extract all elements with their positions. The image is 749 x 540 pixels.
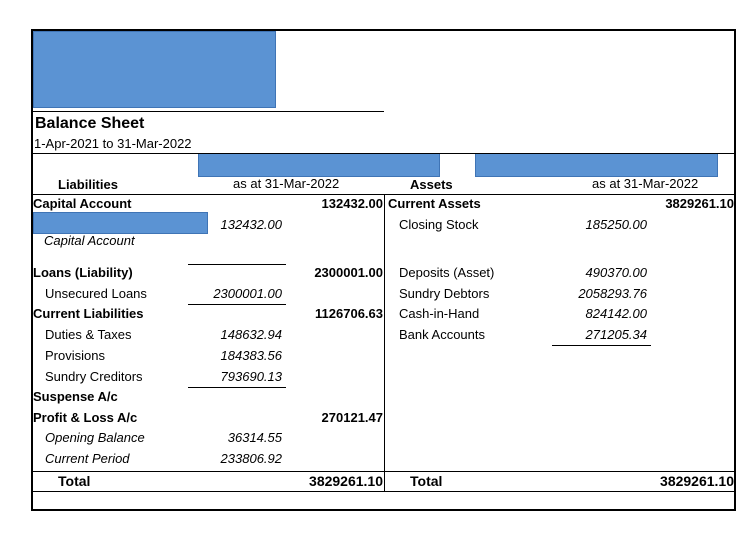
creditors-underline xyxy=(188,387,286,388)
header-top-line xyxy=(33,153,736,154)
cash-in-hand-label: Cash-in-Hand xyxy=(399,306,480,321)
report-period: 1-Apr-2021 to 31-Mar-2022 xyxy=(34,136,192,151)
opening-balance-amount: 36314.55 xyxy=(227,430,282,445)
assets-grand-total: 3829261.10 xyxy=(660,473,734,489)
suspense-label: Suspense A/c xyxy=(33,389,118,404)
closing-stock-amount: 185250.00 xyxy=(585,217,647,232)
sundry-debtors-label: Sundry Debtors xyxy=(399,286,490,301)
bank-accounts-label: Bank Accounts xyxy=(399,327,485,342)
liabilities-header: Liabilities xyxy=(58,177,118,192)
current-period-amount: 233806.92 xyxy=(220,451,282,466)
duties-taxes-amount: 148632.94 xyxy=(220,327,282,342)
sundry-creditors-label: Sundry Creditors xyxy=(45,369,143,384)
current-assets-label: Current Assets xyxy=(388,196,481,211)
opening-balance-label: Opening Balance xyxy=(45,430,145,445)
liabilities-grand-total: 3829261.10 xyxy=(309,473,383,489)
cash-in-hand-amount: 824142.00 xyxy=(585,306,647,321)
deposits-label: Deposits (Asset) xyxy=(399,265,495,280)
bank-accounts-underline xyxy=(552,345,651,346)
liabilities-total-label: Total xyxy=(58,473,91,489)
loans-label: Loans (Liability) xyxy=(33,265,133,280)
total-bottom-line xyxy=(33,491,736,492)
current-assets-total: 3829261.10 xyxy=(665,196,734,211)
profit-loss-total: 270121.47 xyxy=(321,410,383,425)
bank-accounts-amount: 271205.34 xyxy=(585,327,647,342)
provisions-amount: 184383.56 xyxy=(220,348,282,363)
redacted-liabilities-column-header xyxy=(198,153,440,177)
capital-account-total: 132432.00 xyxy=(321,196,383,211)
redacted-capital-account-name xyxy=(33,212,208,234)
duties-taxes-label: Duties & Taxes xyxy=(45,327,132,342)
current-liabilities-label: Current Liabilities xyxy=(33,306,144,321)
current-period-label: Current Period xyxy=(45,451,130,466)
capital-account-label: Capital Account xyxy=(33,196,132,211)
column-divider xyxy=(384,194,385,491)
assets-as-at: as at 31-Mar-2022 xyxy=(592,176,699,191)
liabilities-as-at: as at 31-Mar-2022 xyxy=(233,176,340,191)
loans-total: 2300001.00 xyxy=(314,265,383,280)
unsecured-loans-amount: 2300001.00 xyxy=(213,286,282,301)
current-liabilities-total: 1126706.63 xyxy=(315,306,383,321)
capital-sub-amount: 132432.00 xyxy=(220,217,282,232)
sundry-creditors-amount: 793690.13 xyxy=(220,369,282,384)
loans-overline xyxy=(188,264,286,265)
redacted-assets-column-header xyxy=(475,153,718,177)
assets-header: Assets xyxy=(410,177,453,192)
redacted-company-logo xyxy=(33,31,276,108)
deposits-amount: 490370.00 xyxy=(585,265,647,280)
capital-sub-label: Capital Account xyxy=(44,233,135,248)
report-title: Balance Sheet xyxy=(35,115,145,132)
assets-total-label: Total xyxy=(410,473,443,489)
title-underline xyxy=(33,111,384,112)
sundry-debtors-amount: 2058293.76 xyxy=(578,286,647,301)
closing-stock-label: Closing Stock xyxy=(399,217,479,232)
provisions-label: Provisions xyxy=(45,348,105,363)
unsecured-underline xyxy=(188,304,286,305)
unsecured-loans-label: Unsecured Loans xyxy=(45,286,147,301)
profit-loss-label: Profit & Loss A/c xyxy=(33,410,138,425)
